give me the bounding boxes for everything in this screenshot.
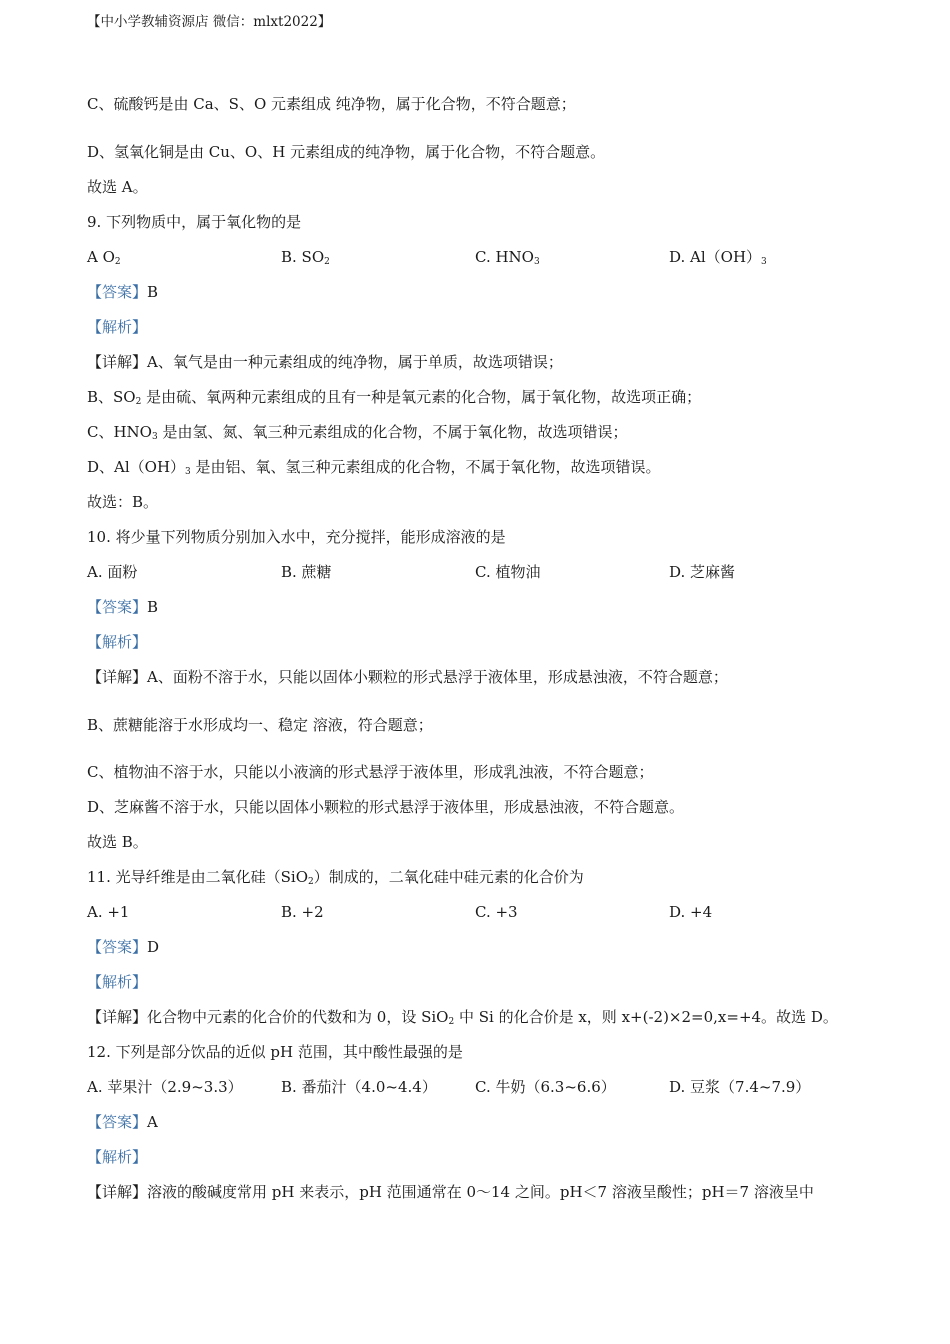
q9-option-a: A $O_2$ xyxy=(87,248,121,267)
q12-detail: 【详解】溶液的酸碱度常用 pH 来表示，pH 范围通常在 0～14 之间。pH＜7 溶液呈酸性；pH＝7 溶液呈中 xyxy=(87,1183,814,1201)
q8-detail-c: C、硫酸钙是由 Ca、S、O 元素组成 纯净物，属于化合物，不符合题意； xyxy=(87,95,576,113)
q9-answer: 【答案】B xyxy=(87,283,159,301)
q10-option-c: C. 植物油 xyxy=(475,563,541,581)
q12-answer: 【答案】A xyxy=(87,1113,158,1131)
watermark-header: 【中小学教辅资源店 微信：mlxt2022】 xyxy=(87,14,332,30)
q11-analysis-tag: 【解析】 xyxy=(87,973,148,991)
q8-conclusion: 故选 A。 xyxy=(87,178,148,196)
q11-option-d: D. +4 xyxy=(669,903,713,921)
q9-analysis-tag: 【解析】 xyxy=(87,318,148,336)
q9-stem: 9. 下列物质中，属于氧化物的是 xyxy=(87,213,302,231)
q11-option-a: A. +1 xyxy=(87,903,130,921)
q10-option-b: B. 蔗糖 xyxy=(281,563,332,581)
q12-option-b: B. 番茄汁（4.0~4.4） xyxy=(281,1078,437,1096)
q10-detail-c: C、植物油不溶于水，只能以小液滴的形式悬浮于液体里，形成乳浊液，不符合题意； xyxy=(87,763,654,781)
q8-detail-d: D、氢氧化铜是由 Cu、O、H 元素组成的纯净物，属于化合物，不符合题意。 xyxy=(87,143,606,161)
q10-detail-a: 【详解】A、面粉不溶于水，只能以固体小颗粒的形式悬浮于液体里，形成悬浊液，不符合题意； xyxy=(87,668,728,686)
q10-analysis-tag: 【解析】 xyxy=(87,633,148,651)
q9-detail-a: 【详解】A、氧气是由一种元素组成的纯净物，属于单质，故选项错误； xyxy=(87,353,563,371)
q10-stem: 10. 将少量下列物质分别加入水中，充分搅拌，能形成溶液的是 xyxy=(87,528,506,546)
q11-option-c: C. +3 xyxy=(475,903,518,921)
q12-stem: 12. 下列是部分饮品的近似 pH 范围，其中酸性最强的是 xyxy=(87,1043,463,1061)
q10-conclusion: 故选 B。 xyxy=(87,833,148,851)
q12-analysis-tag: 【解析】 xyxy=(87,1148,148,1166)
q11-answer: 【答案】D xyxy=(87,938,160,956)
q10-detail-d: D、芝麻酱不溶于水，只能以固体小颗粒的形式悬浮于液体里，形成悬浊液，不符合题意。 xyxy=(87,798,685,816)
q9-option-d: D. $Al(OH)_3$ xyxy=(669,248,767,267)
q9-detail-d: D、$Al(OH)_3$ 是由铝、氧、氢三种元素组成的化合物，不属于氧化物，故选项错误。 xyxy=(87,458,661,477)
q9-option-c: C. $HNO_3$ xyxy=(475,248,540,267)
q12-option-a: A. 苹果汁（2.9~3.3） xyxy=(87,1078,243,1096)
q9-detail-b: B、$SO_2$ 是由硫、氧两种元素组成的且有一种是氧元素的化合物，属于氧化物，故选项正确； xyxy=(87,388,702,407)
q9-conclusion: 故选：B。 xyxy=(87,493,159,511)
q11-stem: 11. 光导纤维是由二氧化硅（SiO$_2$）制成的，二氧化硅中硅元素的化合价为 xyxy=(87,868,584,887)
q10-answer: 【答案】B xyxy=(87,598,159,616)
q12-option-d: D. 豆浆（7.4~7.9） xyxy=(669,1078,811,1096)
q11-option-b: B. +2 xyxy=(281,903,324,921)
q11-detail: 【详解】化合物中元素的化合价的代数和为 0，设 SiO$_2$ 中 Si 的化合价是 x，则 x+(-2)×2=0,x=+4。故选 D。 xyxy=(87,1008,838,1027)
q9-option-b: B. $SO_2$ xyxy=(281,248,330,267)
q10-option-d: D. 芝麻酱 xyxy=(669,563,736,581)
q10-option-a: A. 面粉 xyxy=(87,563,138,581)
q9-detail-c: C、$HNO_3$ 是由氢、氮、氧三种元素组成的化合物，不属于氧化物，故选项错误； xyxy=(87,423,628,442)
q10-detail-b: B、蔗糖能溶于水形成均一、稳定 溶液，符合题意； xyxy=(87,716,433,734)
q12-option-c: C. 牛奶（6.3~6.6） xyxy=(475,1078,616,1096)
